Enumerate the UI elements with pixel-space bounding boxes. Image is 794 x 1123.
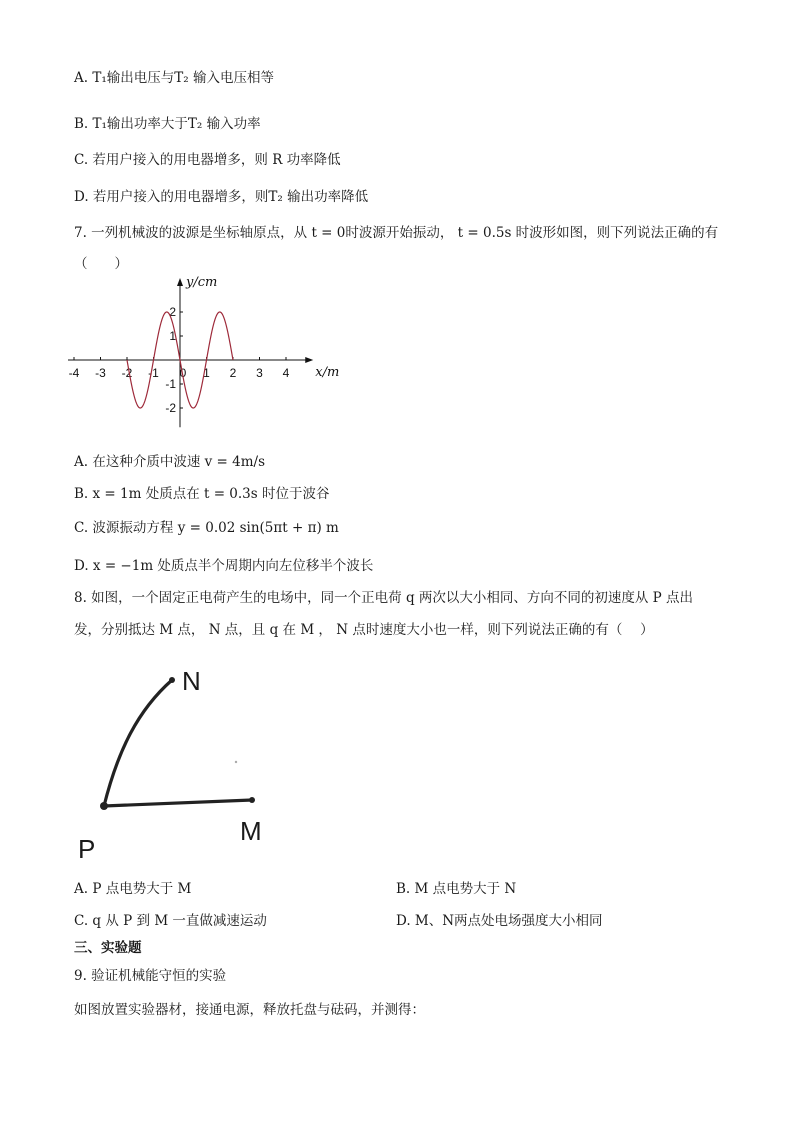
q8-option-d: D. M、N两点处电场强度大小相同 [396, 913, 603, 929]
x-tick-label: 4 [282, 366, 290, 380]
q7-stem: 7. 一列机械波的波源是坐标轴原点，从 t = 0时波源开始振动， t = 0.5s 时波形如图，则下列说法正确的有 [74, 225, 719, 241]
y-axis-arrow [177, 278, 183, 286]
point-p-dot [100, 802, 108, 810]
x-tick-label: 1 [203, 366, 210, 380]
x-tick-label: -4 [68, 366, 80, 380]
y-tick-label: -1 [165, 377, 176, 391]
q9-title: 9. 验证机械能守恒的实验 [74, 968, 227, 984]
y-axis-label: y/cm [186, 275, 218, 290]
label-n: N [182, 666, 201, 696]
section-heading: 三、实验题 [74, 940, 142, 956]
q8-option-b: B. M 点电势大于 N [396, 881, 517, 897]
wave-graph [60, 275, 360, 450]
path-to-n [104, 680, 172, 806]
x-tick-label: -2 [121, 366, 133, 380]
y-tick-label: 2 [169, 305, 176, 319]
q9-stem: 如图放置实验器材，接通电源，释放托盘与砝码，并测得： [74, 1002, 425, 1018]
q8-stem-line1: 8. 如图，一个固定正电荷产生的电场中，同一个正电荷 q 两次以大小相同、方向不同的初速度从 P 点出 [74, 590, 694, 606]
point-m-dot [249, 797, 255, 803]
q6-option-d: D. 若用户接入的用电器增多，则T₂ 输出功率降低 [74, 189, 369, 205]
y-tick-label: 1 [169, 329, 176, 343]
x-tick-label: -1 [148, 366, 159, 380]
path-to-m [104, 800, 252, 806]
q7-option-b: B. x = 1m 处质点在 t = 0.3s 时位于波谷 [74, 486, 330, 502]
x-tick-label: 3 [256, 366, 263, 380]
x-axis-label: x/m [315, 365, 340, 380]
q6-option-b: B. T₁输出功率大于T₂ 输入功率 [74, 116, 261, 132]
x-tick-label: 0 [179, 366, 187, 380]
q7-option-d: D. x = −1m 处质点半个周期内向左位移半个波长 [74, 558, 374, 574]
q8-option-a: A. P 点电势大于 M [74, 881, 192, 897]
field-sketch [70, 650, 290, 865]
point-n-dot [169, 677, 175, 683]
label-m: M [240, 816, 262, 846]
q8-stem-line2: 发，分别抵达 M 点， N 点，且 q 在 M ， N 点时速度大小也一样，则下列说法正确的有（ ） [74, 622, 654, 638]
x-tick-label: -3 [95, 366, 106, 380]
q7-option-a: A. 在这种介质中波速 v = 4m/s [74, 454, 266, 470]
y-tick-label: -2 [165, 401, 176, 415]
faint-mark [235, 761, 237, 763]
x-tick-label: 2 [229, 366, 237, 380]
q6-option-a: A. T₁输出电压与T₂ 输入电压相等 [74, 70, 274, 86]
x-axis-arrow [305, 357, 313, 363]
q6-option-c: C. 若用户接入的用电器增多，则 R 功率降低 [74, 152, 341, 168]
q7-option-c: C. 波源振动方程 y = 0.02 sin(5πt + π) m [74, 520, 339, 536]
q7-answer-paren: （ ） [74, 256, 128, 272]
q8-option-c: C. q 从 P 到 M 一直做减速运动 [74, 913, 267, 929]
label-p: P [78, 834, 96, 864]
